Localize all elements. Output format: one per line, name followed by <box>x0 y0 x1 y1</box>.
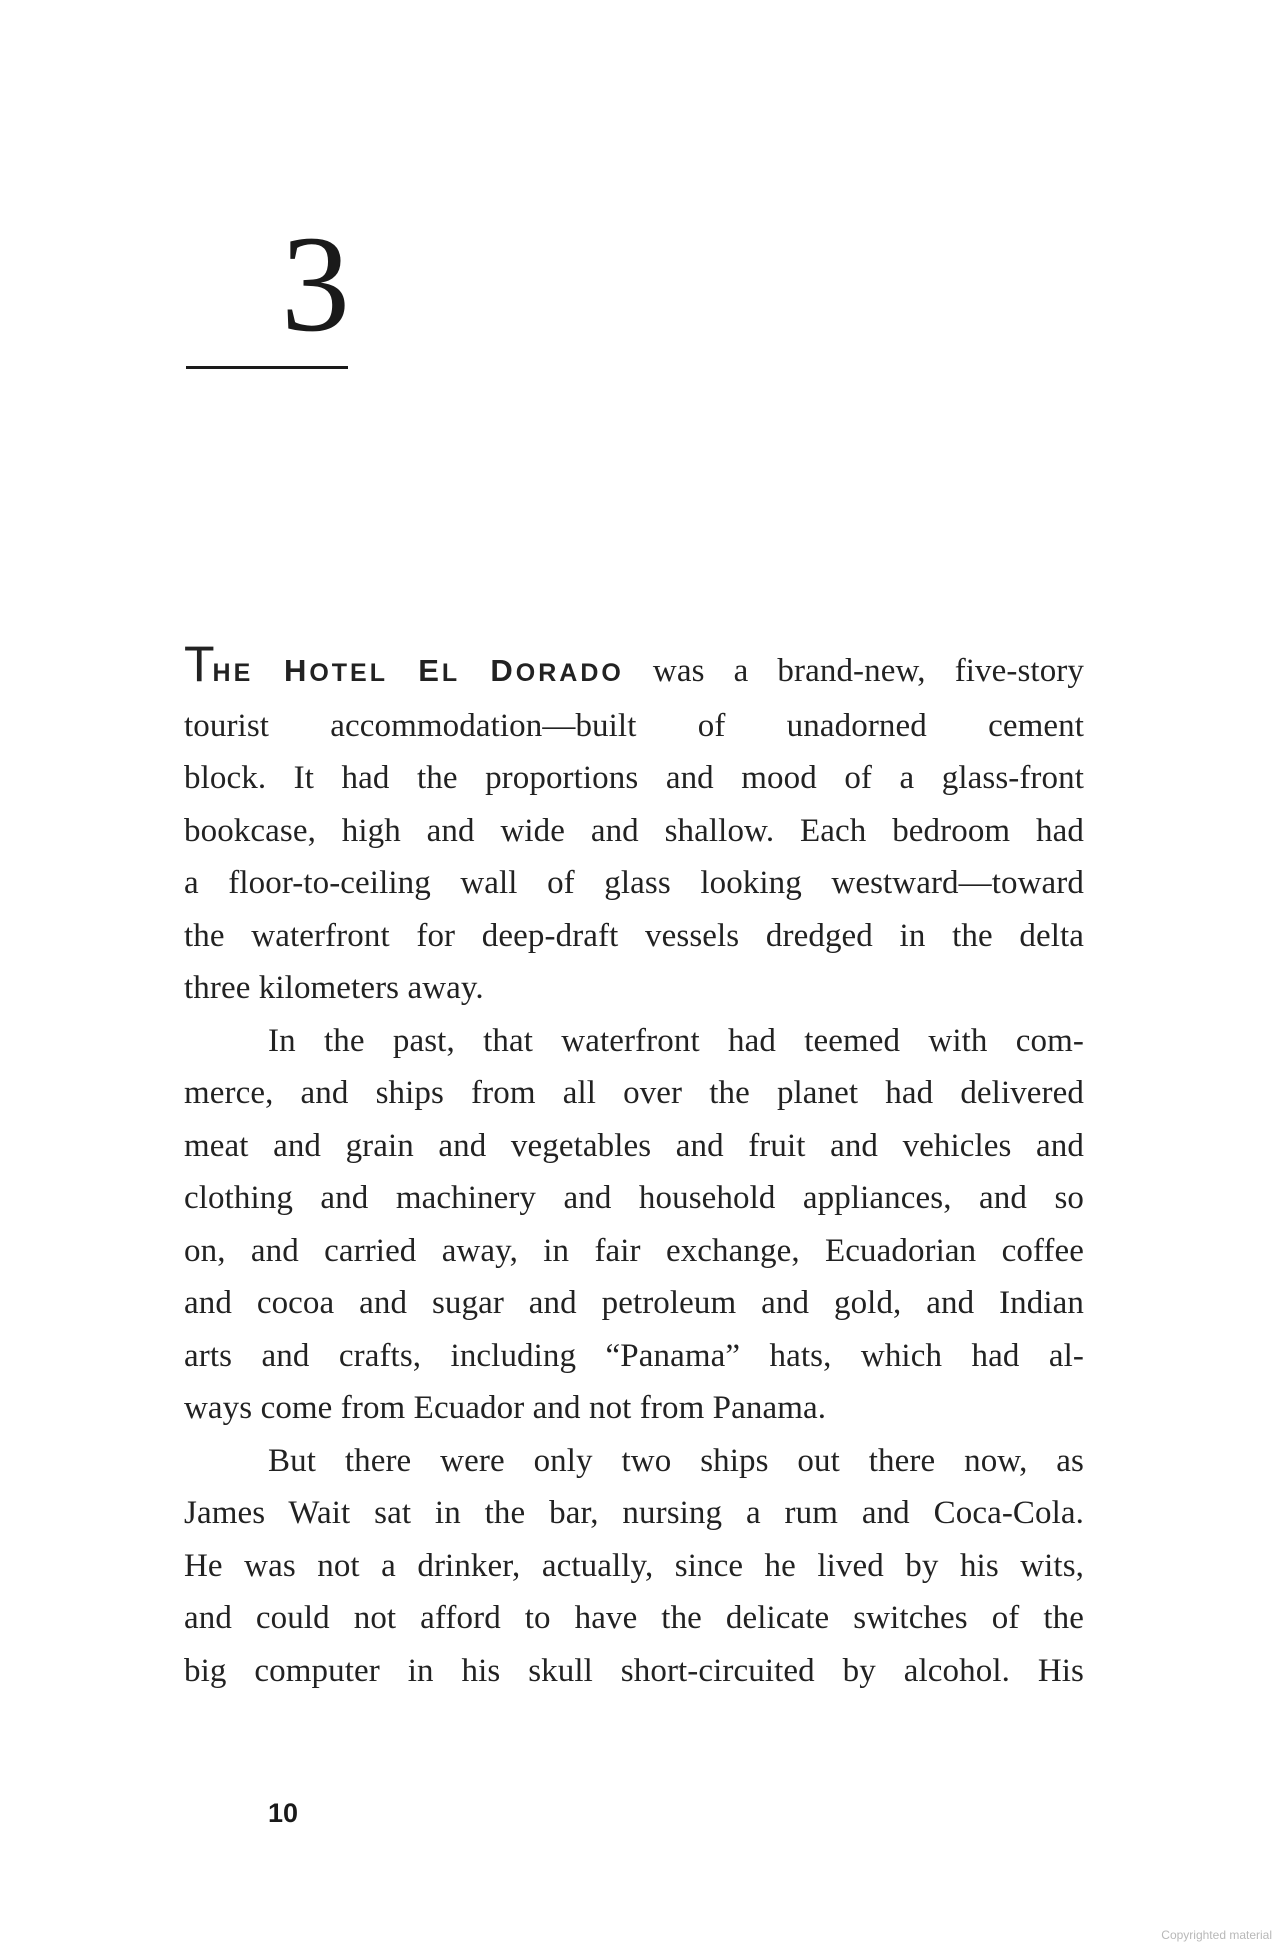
text-line: a floor-to-ceiling wall of glass looking westward—toward <box>184 865 1084 901</box>
copyright-watermark: Copyrighted material <box>1161 1928 1272 1942</box>
chapter-number: 3 <box>281 207 350 360</box>
text-line: block. It had the proportions and mood of a glass-front <box>184 760 1084 796</box>
text-line: bookcase, high and wide and shallow. Each bedroom had <box>184 812 1084 849</box>
chapter-rule <box>186 366 348 369</box>
text-line: merce, and ships from all over the planet had delivered <box>184 1075 1084 1111</box>
paragraph-1 <box>184 636 1084 1015</box>
text-line: clothing and machinery and household appliances, and so <box>184 1180 1084 1216</box>
text-line: THE HOTEL EL DORADO was a brand-new, five-story <box>184 636 1084 692</box>
body-text <box>184 636 1084 1697</box>
paragraph-3 <box>184 1435 1084 1698</box>
text-line: arts and crafts, including “Panama” hats, which had al- <box>184 1337 1084 1374</box>
text-line: But there were only two ships out there now, as <box>268 1442 1084 1479</box>
paragraph-2 <box>184 1015 1084 1435</box>
text-line: and could not afford to have the delicate switches of the <box>184 1600 1084 1636</box>
text-line: ways come from Ecuador and not from Panama. <box>184 1390 827 1426</box>
text-line: He was not a drinker, actually, since he lived by his wits, <box>184 1547 1084 1584</box>
text-line: In the past, that waterfront had teemed with com- <box>268 1022 1084 1059</box>
opening-small-caps: HE HOTEL EL DORADO <box>212 653 624 688</box>
page-number: 10 <box>268 1798 299 1828</box>
drop-cap: T <box>184 636 213 692</box>
text-line: James Wait sat in the bar, nursing a rum and Coca-Cola. <box>184 1495 1084 1531</box>
text-line: and cocoa and sugar and petroleum and gold, and Indian <box>184 1285 1084 1321</box>
text-line: on, and carried away, in fair exchange, Ecuadorian coffee <box>184 1232 1084 1269</box>
text-line: big computer in his skull short-circuited by alcohol. His <box>184 1652 1084 1689</box>
text-line: meat and grain and vegetables and fruit and vehicles and <box>184 1127 1084 1164</box>
text-line: tourist accommodation—built of unadorned cement <box>184 707 1084 744</box>
text-line: three kilometers away. <box>184 970 484 1006</box>
text-line: the waterfront for deep-draft vessels dredged in the delta <box>184 917 1084 954</box>
